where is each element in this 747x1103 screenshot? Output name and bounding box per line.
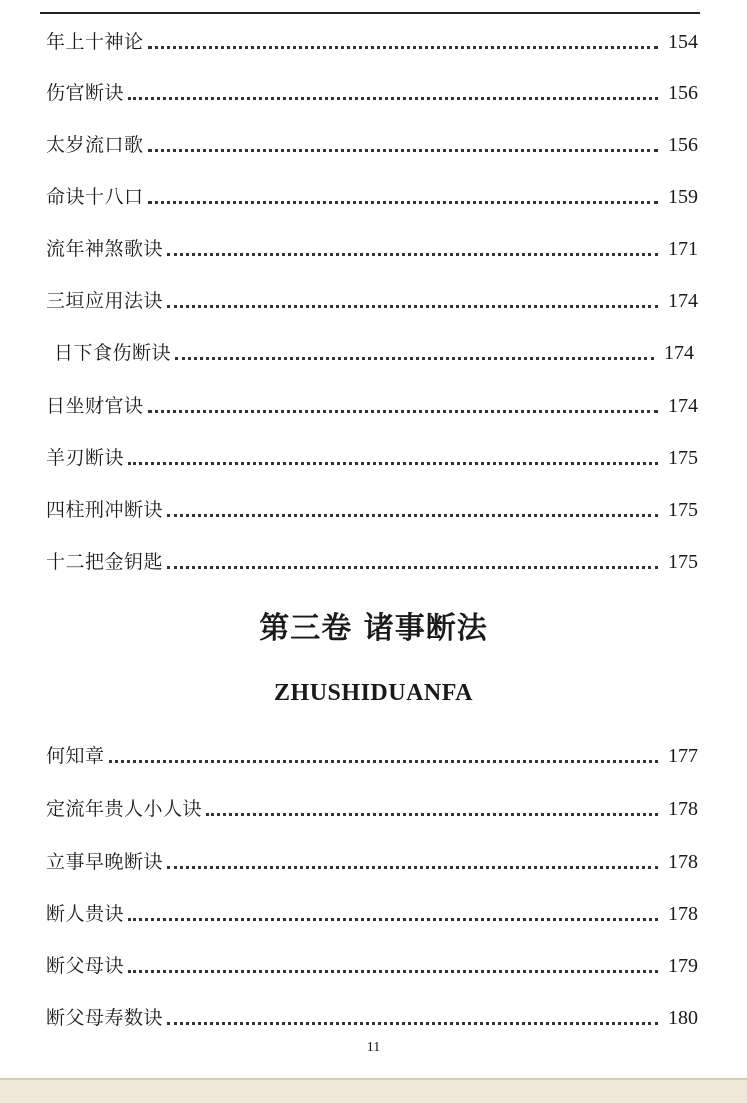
- toc-leader-dots: [167, 566, 658, 569]
- toc-entry[interactable]: [46, 948, 698, 978]
- scan-bottom-margin: [0, 1080, 747, 1103]
- toc-leader-dots: [175, 357, 654, 360]
- toc-entry[interactable]: [46, 492, 698, 522]
- toc-entry-page: 174: [668, 395, 698, 417]
- toc-entry[interactable]: [46, 388, 698, 418]
- toc-leader-dots: [148, 149, 658, 152]
- toc-entry-title: 立事早晚断诀: [46, 851, 164, 873]
- toc-entry-title: 羊刃断诀: [46, 447, 125, 469]
- toc-entry-title: 何知章: [46, 745, 105, 767]
- toc-leader-dots: [167, 305, 658, 308]
- toc-entry[interactable]: [46, 791, 698, 821]
- toc-entry-page: 179: [668, 955, 698, 977]
- toc-entry[interactable]: [46, 24, 698, 54]
- toc-entry-page: 171: [668, 238, 698, 260]
- toc-entry-title: 命诀十八口: [46, 186, 144, 208]
- toc-entry[interactable]: [46, 844, 698, 874]
- page-number: 11: [366, 1040, 381, 1055]
- toc-entry-page: 154: [668, 31, 698, 53]
- toc-entry-title: 太岁流口歌: [46, 134, 144, 156]
- toc-leader-dots: [148, 46, 658, 49]
- toc-entry[interactable]: [46, 1000, 698, 1030]
- toc-entry-page: 175: [668, 499, 698, 521]
- toc-entry-page: 174: [668, 290, 698, 312]
- toc-entry[interactable]: [46, 283, 698, 313]
- toc-leader-dots: [206, 813, 658, 816]
- toc-entry-title: 三垣应用法诀: [46, 290, 164, 312]
- toc-entry[interactable]: [46, 544, 698, 574]
- section-subtitle: ZHUSHIDUANFA: [274, 680, 473, 706]
- toc-entry-title: 断父母寿数诀: [46, 1007, 164, 1029]
- toc-entry-page: 178: [668, 851, 698, 873]
- toc-entry-title: 伤官断诀: [46, 82, 125, 104]
- toc-leader-dots: [109, 760, 658, 763]
- toc-entry-title: 定流年贵人小人诀: [46, 798, 203, 820]
- toc-entry-page: 175: [668, 447, 698, 469]
- toc-entry[interactable]: [46, 440, 698, 470]
- toc-entry[interactable]: [46, 231, 698, 261]
- toc-entry[interactable]: [54, 335, 694, 365]
- toc-entry-page: 178: [668, 798, 698, 820]
- toc-leader-dots: [128, 918, 658, 921]
- toc-entry[interactable]: [46, 738, 698, 768]
- toc-leader-dots: [128, 97, 658, 100]
- toc-entry-title: 日下食伤断诀: [54, 342, 172, 364]
- toc-entry[interactable]: [46, 179, 698, 209]
- toc-entry-title: 四柱刑冲断诀: [46, 499, 164, 521]
- toc-entry[interactable]: [46, 75, 698, 105]
- toc-entry-page: 180: [668, 1007, 698, 1029]
- toc-leader-dots: [167, 514, 658, 517]
- section-title: 第三卷 诸事断法: [259, 611, 488, 646]
- toc-entry-page: 156: [668, 134, 698, 156]
- toc-entry-page: 159: [668, 186, 698, 208]
- toc-leader-dots: [148, 410, 658, 413]
- toc-entry-page: 174: [664, 342, 694, 364]
- toc-entry-page: 156: [668, 82, 698, 104]
- toc-entry-page: 178: [668, 903, 698, 925]
- toc-leader-dots: [167, 253, 658, 256]
- toc-leader-dots: [167, 866, 658, 869]
- header-rule: [40, 12, 700, 14]
- toc-entry-title: 日坐财官诀: [46, 395, 144, 417]
- toc-entry-page: 175: [668, 551, 698, 573]
- toc-entry-title: 断父母诀: [46, 955, 125, 977]
- toc-entry-page: 177: [668, 745, 698, 767]
- toc-entry-title: 流年神煞歌诀: [46, 238, 164, 260]
- toc-entry-title: 年上十神论: [46, 31, 144, 53]
- toc-leader-dots: [128, 462, 658, 465]
- toc-leader-dots: [167, 1022, 658, 1025]
- toc-entry[interactable]: [46, 127, 698, 157]
- toc-entry-title: 断人贵诀: [46, 903, 125, 925]
- toc-entry[interactable]: [46, 896, 698, 926]
- toc-entry-title: 十二把金钥匙: [46, 551, 164, 573]
- toc-leader-dots: [148, 201, 658, 204]
- toc-leader-dots: [128, 970, 658, 973]
